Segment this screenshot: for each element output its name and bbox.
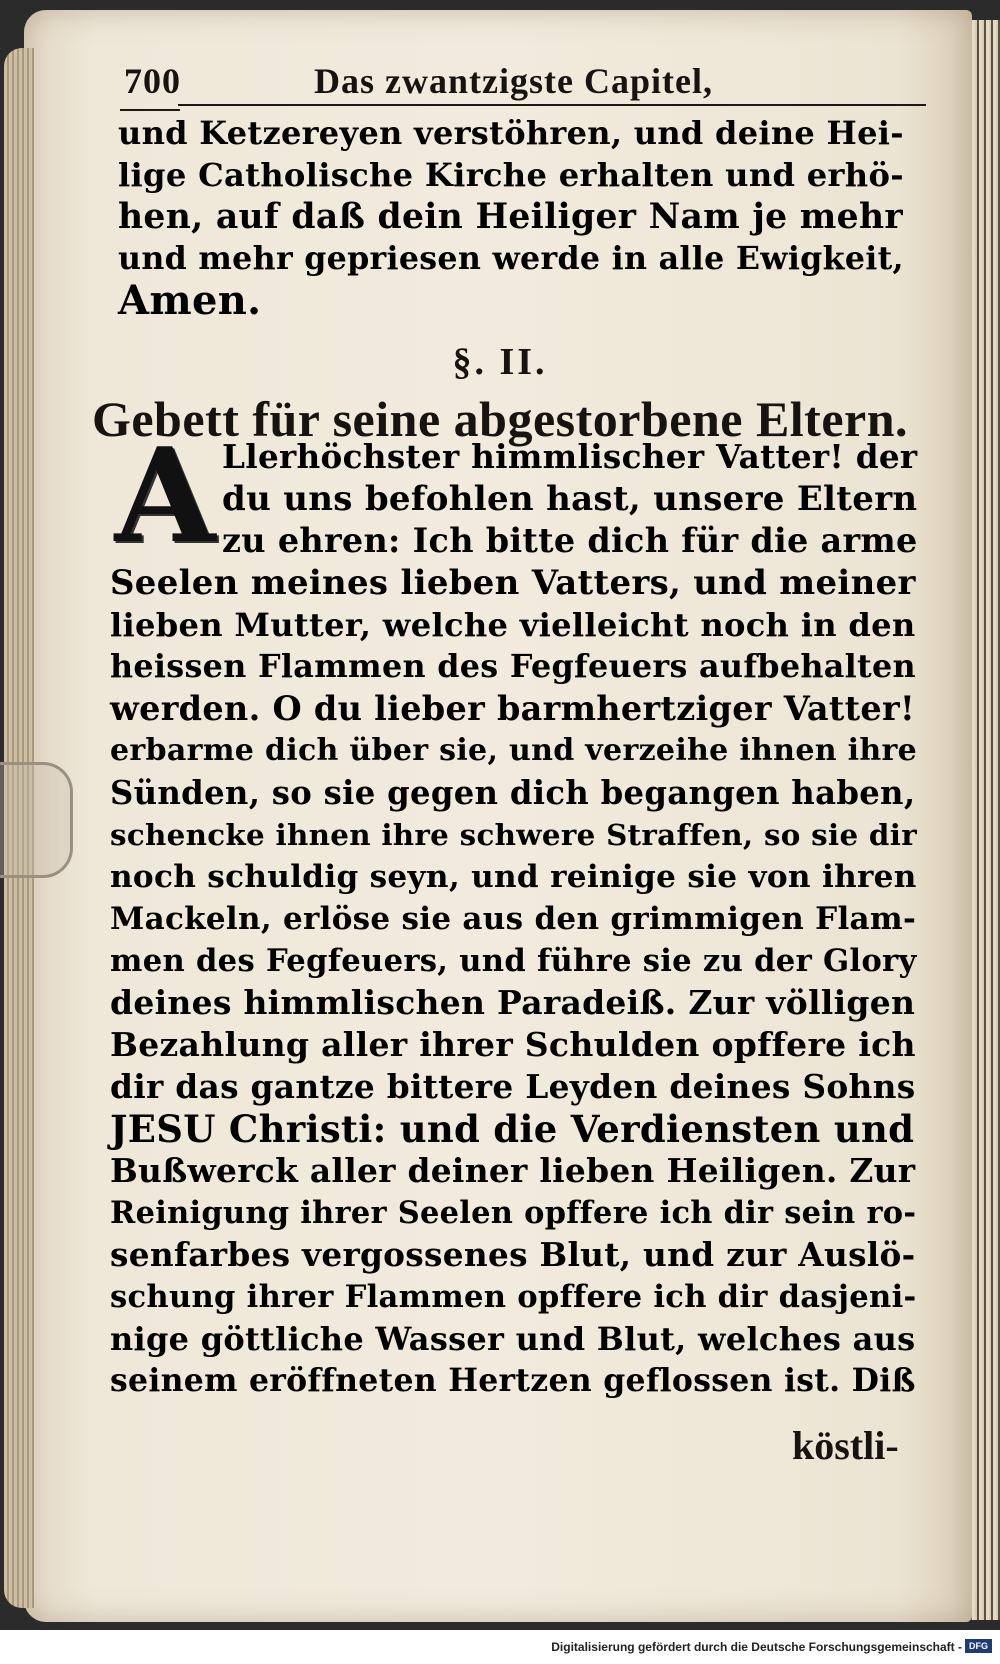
book-right-edges — [968, 20, 1000, 1620]
running-header — [124, 60, 924, 108]
text-line: Sünden, so sie gegen dich begangen haben, — [110, 774, 916, 812]
page-number-underline — [120, 109, 180, 111]
text-line: du uns befohlen hast, unsere Eltern — [222, 479, 918, 519]
text-line: seinem eröffneten Hertzen geflossen ist. Diß — [110, 1362, 916, 1399]
page-clip — [0, 762, 73, 878]
text-line: Bußwerck aller deiner lieben Heiligen. Zur — [110, 1151, 916, 1190]
text-line: JESU Christi: und die Verdiensten und — [110, 1107, 915, 1151]
dfg-logo[interactable]: DFG — [965, 1639, 992, 1653]
text-line: heissen Flammen des Fegfeuers aufbehalten — [110, 648, 916, 685]
text-line: Seelen meines lieben Vatters, und meiner — [110, 563, 916, 603]
text-line: erbarme dich über sie, und verzeihe ihnen ihre — [110, 733, 917, 768]
text-line: noch schuldig seyn, und reinige sie von ihren — [110, 859, 917, 895]
text-line: lieben Mutter, welche vielleicht noch in den — [110, 606, 916, 644]
text-line: nige göttliche Wasser und Blut, welches aus — [110, 1320, 916, 1358]
text-line: zu ehren: Ich bitte dich für die arme — [222, 521, 918, 560]
text-line: Bezahlung aller ihrer Schulden opffere ich — [110, 1025, 916, 1064]
footer-credit: Digitalisierung gefördert durch die Deutsche Forschungsgemeinschaft - — [551, 1640, 962, 1654]
section-number: §. II. — [452, 341, 548, 383]
catchword: köstli- — [792, 1423, 899, 1468]
footer-bar — [0, 1630, 1000, 1664]
text-line: schencke ihnen ihre schwere Straffen, so sie dir — [110, 817, 917, 852]
top-paragraph — [118, 112, 918, 322]
text-line: hen, auf daß dein Heiliger Nam je mehr — [118, 197, 903, 237]
text-line: lige Catholische Kirche erhalten und erhö- — [118, 156, 904, 194]
text-line: Llerhöchster himmlischer Vatter! der — [222, 437, 918, 476]
text-line: und mehr gepriesen werde in alle Ewigkeit, — [118, 240, 904, 277]
text-line: schung ihrer Flammen opffere ich dir dasjeni- — [110, 1279, 917, 1315]
prayer-heading: Gebett für seine abgestorbene Eltern. — [91, 391, 909, 447]
text-line: werden. O du lieber barmhertziger Vatter! — [110, 689, 915, 728]
text-line: Mackeln, erlöse sie aus den grimmigen Flam- — [110, 901, 917, 937]
header-rule — [178, 104, 926, 106]
page-number: 700 — [124, 61, 181, 101]
text-line: Reinigung ihrer Seelen opffere ich dir sein ro- — [110, 1195, 917, 1231]
prayer-body — [110, 419, 930, 1402]
text-line: Amen. — [118, 277, 262, 324]
text-line: und Ketzereyen verstöhren, und deine Hei- — [118, 114, 904, 152]
running-head: Das zwantzigste Capitel, — [314, 61, 713, 101]
text-line: senfarbes vergossenes Blut, und zur Auslö- — [110, 1235, 916, 1274]
text-line: deines himmlischen Paradeiß. Zur völligen — [110, 983, 916, 1022]
text-line: men des Fegfeuers, und führe sie zu der Glory — [110, 943, 917, 979]
text-line: dir das gantze bittere Leyden deines Sohns — [110, 1067, 916, 1106]
decorated-initial: A — [114, 419, 216, 572]
